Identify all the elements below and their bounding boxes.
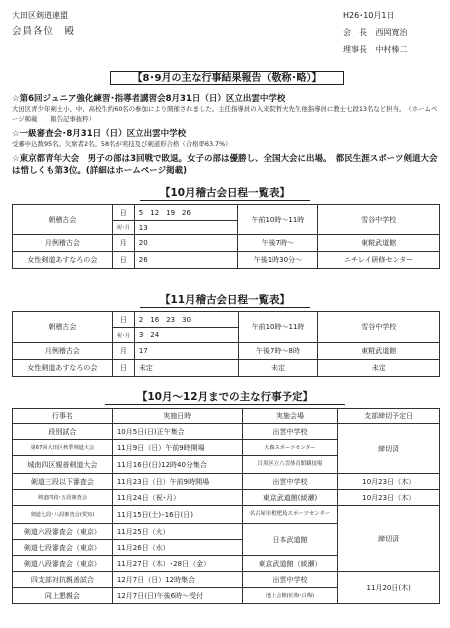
table-row: 剣道七段･八段審査会(愛知) 11月15日(土)･16日(日) 名古屋市枇杷島スポーツセンター 締切済 — [13, 506, 440, 524]
doc-date: H26･10月1日 — [343, 11, 395, 20]
table-row: 剣道七段審査会（東京） 11月26日（水） — [13, 540, 440, 556]
table-row: 剣道八段審査会（東京） 11月27日（木）･28日（金） 東京武道館（綾瀬） — [13, 556, 440, 572]
report-item2-title: ☆一級審査会･8月31日（日）区立出雲中学校 — [12, 129, 187, 139]
report-item1-title: ☆第6回ジュニア強化練習･指導者講習会8月31日（日）区立出雲中学校 — [12, 94, 286, 104]
oct-title: 【10月稽古会日程一覧表】 — [140, 185, 310, 201]
table-row: 段別試合 10月5日(日)正午集合 出雲中学校 締切済 — [13, 424, 440, 440]
events-table — [12, 408, 440, 604]
report-item3: ☆東京都青年大会 男子の部は3回戦で敗退。女子の部は優勝し、全国大会に出場。 都民生涯スポーツ剣道大会は惜しくも第3位。(詳細はホームページ掲載) — [12, 154, 438, 176]
report-item2-body: 受審申込数95名。欠席者2名。58名が実技及び剣道形合格（合格率63.7%） — [12, 140, 232, 148]
table-row: 朝稽古会 日 2 16 23 30 午前10時〜11時 雪谷中学校 — [13, 312, 440, 328]
table-row: 女性剣道あすなろの会 日 26 午後1時30分〜 ニチレイ研修センター — [13, 252, 440, 269]
table-row: 剣道六段審査会（東京） 11月25日（火） 日本武道館 — [13, 524, 440, 540]
report-item1-body: 大田区青少年剣士小、中、高校生約60名の参加により開催されました。主任指導員の入来院哲夫先生他指導員に教士七段13名など担当。 （ホームページ掲載 報告記事抜粋） — [12, 105, 438, 123]
table-header-row: 行事名 実施日時 実施会場 支部締切予定日 — [13, 409, 440, 424]
signer-row: 理事長 中村榛二 — [343, 45, 408, 54]
org-name: 大田区剣道連盟 — [12, 11, 68, 20]
events-title: 【10月〜12月までの主な行事予定】 — [105, 389, 345, 405]
table-row: 城南四区親善剣道大会 11月16日(日)12時40分集合 目黒区立八雲体育館観技場 — [13, 456, 440, 474]
table-row: 祝･月 13 — [13, 221, 440, 235]
table-row: 女性剣道あすなろの会 日 未定 未定 未定 — [13, 360, 440, 377]
table-row: 同上懇親会 12月7日(日)午後6時〜受付 池上会館(紅梅･白梅) — [13, 588, 440, 604]
nov-title: 【11月稽古会日程一覧表】 — [140, 292, 310, 308]
table-row: 四支部対抗親善試合 12月7日（日）12時集合 出雲中学校 11月20日(木) — [13, 572, 440, 588]
table-row: 第67回大田区秋季剣道大会 11月9日（日）午前9時開場 大森スポーツセンター — [13, 440, 440, 456]
table-row: 祝･月 3 24 — [13, 328, 440, 343]
table-row: 月例稽古会 月 17 午後7時〜8時 東糀武道館 — [13, 343, 440, 360]
table-row: 剣道四段･五段審査会 11月24日（祝･月） 東京武道館(綾瀬) 10月23日（木） — [13, 490, 440, 506]
nov-table — [12, 311, 440, 377]
header-left — [12, 10, 75, 38]
oct-table — [12, 204, 440, 269]
cutoff-note: 締切済 — [338, 506, 440, 572]
signer-row: 会 長 西岡寛治 — [343, 28, 408, 37]
table-row: 月例稽古会 月 20 午後7時〜 東糀武道館 — [13, 235, 440, 252]
header-right — [343, 10, 408, 56]
report-title: 【8･9月の主な行事結果報告（敬称･略）】 — [110, 71, 344, 85]
cutoff-note: 締切済 — [338, 424, 440, 474]
table-row: 剣道三段以下審査会 11月23日（日）午前9時開場 出雲中学校 10月23日（木） — [13, 474, 440, 490]
recipient: 会員各位 殿 — [12, 26, 76, 37]
table-row: 朝稽古会 日 5 12 19 26 午前10時〜11時 雪谷中学校 — [13, 205, 440, 221]
